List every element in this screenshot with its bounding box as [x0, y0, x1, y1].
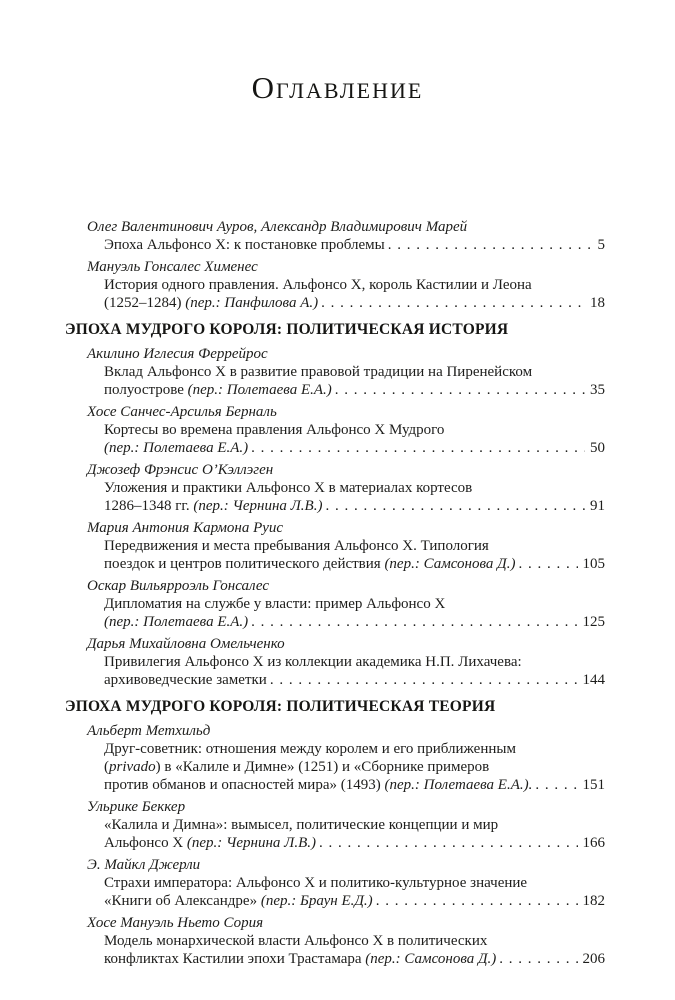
title-segment: Дипломатия на службе у власти: пример Альфонсо X [104, 596, 446, 612]
entry-title-line [65, 671, 605, 689]
entry-title-text [104, 817, 498, 833]
entry-title-line [65, 294, 605, 312]
page-number: 182 [582, 893, 605, 909]
dot-leader [376, 892, 578, 910]
entry-title-line [65, 363, 605, 381]
entry-title-line [65, 613, 605, 631]
entry-title-text [104, 422, 444, 438]
title-segment-italic: (пер.: Самсонова Д.) [365, 951, 497, 967]
toc-entry [65, 798, 605, 852]
entry-title-line [65, 950, 605, 968]
title-segment: Передвижения и места пребывания Альфонсо X. Типология [104, 538, 489, 554]
entry-author: Акилино Иглесия Феррейрос [87, 346, 268, 362]
section-heading: ЭПОХА МУДРОГО КОРОЛЯ: ПОЛИТИЧЕСКАЯ ИСТОРИЯ [65, 321, 509, 338]
entry-title-text [104, 538, 489, 554]
entry-title-text [104, 277, 532, 293]
entry-title-text [104, 381, 332, 399]
title-segment: Эпоха Альфонсо X: к постановке проблемы [104, 237, 385, 253]
entry-title-line [65, 595, 605, 613]
page-number: 5 [597, 237, 605, 253]
toc-entry [65, 914, 605, 968]
entry-title-text [104, 671, 267, 689]
entry-author: Дарья Михайловна Омельченко [87, 636, 285, 652]
entry-author: Мария Антония Кармона Руис [87, 520, 284, 536]
entry-author: Альберт Метхильд [87, 723, 211, 739]
entry-title-line [65, 439, 605, 457]
entry-title-text [104, 555, 515, 573]
title-segment: Привилегия Альфонсо X из коллекции академика Н.П. Лихачева: [104, 654, 522, 670]
entry-title-line [65, 479, 605, 497]
title-segment-italic: (пер.: Панфилова А.) [185, 295, 319, 311]
title-segment: архивоведческие заметки [104, 672, 267, 688]
entry-title-text [104, 439, 248, 457]
toc [65, 218, 605, 968]
title-segment: ) в «Калиле и Димне» (1251) и «Сборнике примеров [155, 759, 490, 775]
title-segment: Альфонсо X [104, 835, 187, 851]
title-segment: конфликтах Кастилии эпохи Трастамара [104, 951, 366, 967]
title-segment: ( [104, 759, 109, 775]
entry-title-line [65, 932, 605, 950]
entry-author: Олег Валентинович Ауров, Александр Владимирович Марей [87, 219, 468, 235]
title-segment-italic: (пер.: Самсонова Д.) [384, 556, 516, 572]
entry-title-text [104, 875, 527, 891]
dot-leader [518, 555, 577, 573]
toc-entry [65, 856, 605, 910]
entry-title-text [104, 596, 445, 612]
toc-entry [65, 461, 605, 515]
page-number: 151 [582, 777, 605, 793]
title-segment: против обманов и опасностей мира» (1493) [104, 777, 385, 793]
title-segment-italic: (пер.: Полетаева Е.А.) [187, 382, 332, 398]
entry-title-line [65, 497, 605, 515]
page-number: 35 [590, 382, 605, 398]
toc-entry [65, 635, 605, 689]
entry-title-text [104, 294, 318, 312]
title-segment-italic: (пер.: Полетаева Е.А.). [384, 777, 533, 793]
page-number: 144 [582, 672, 605, 688]
dot-leader [270, 671, 578, 689]
toc-entry [65, 403, 605, 457]
entry-title-text [104, 892, 373, 910]
entry-title-line [65, 874, 605, 892]
toc-entry [65, 577, 605, 631]
title-segment-italic: (пер.: Полетаева Е.А.) [104, 614, 249, 630]
entry-author: Э. Майкл Джерли [87, 857, 201, 873]
entry-author: Оскар Вильярроэль Гонсалес [87, 578, 270, 594]
title-segment: «Книги об Александре» [104, 893, 261, 909]
entry-title-line [65, 816, 605, 834]
page-number: 125 [582, 614, 605, 630]
page-number: 18 [590, 295, 605, 311]
entry-title-text [104, 497, 322, 515]
entry-title-line [65, 537, 605, 555]
page-title: Оглавление [251, 70, 424, 105]
title-segment: поездок и центров политического действия [104, 556, 385, 572]
entry-title-line [65, 381, 605, 399]
title-segment-italic: (пер.: Чернина Л.В.) [193, 498, 323, 514]
entry-title-line [65, 776, 605, 794]
toc-entry [65, 519, 605, 573]
title-segment: Модель монархической власти Альфонсо X в политических [104, 933, 488, 949]
entry-title-text [104, 364, 532, 380]
title-segment-italic: (пер.: Браун Е.Д.) [260, 893, 373, 909]
entry-title-line [65, 555, 605, 573]
title-segment: полуострове [104, 382, 188, 398]
title-segment-italic: (пер.: Полетаева Е.А.) [104, 440, 249, 456]
entry-title-line [65, 653, 605, 671]
page-number: 166 [582, 835, 605, 851]
page-number: 206 [582, 951, 605, 967]
page-number: 91 [590, 498, 605, 514]
entry-title-line [65, 834, 605, 852]
entry-title-line [65, 236, 605, 254]
entry-title-line [65, 892, 605, 910]
entry-title-text [104, 480, 472, 496]
page-number: 105 [582, 556, 605, 572]
entry-title-text [104, 759, 489, 775]
entry-title-line [65, 421, 605, 439]
title-segment: 1286–1348 гг. [104, 498, 194, 514]
entry-author: Джозеф Фрэнсис О’Кэллэген [87, 462, 274, 478]
dot-leader [319, 834, 578, 852]
toc-entry [65, 345, 605, 399]
entry-title-text [104, 950, 496, 968]
entry-title-text [104, 933, 487, 949]
entry-title-text [104, 613, 248, 631]
entry-title-line [65, 276, 605, 294]
entry-author: Хосе Санчес-Арсилья Берналь [87, 404, 277, 420]
entry-author: Ульрике Беккер [87, 799, 186, 815]
entry-title-text [104, 776, 532, 794]
dot-leader [251, 439, 585, 457]
dot-leader [335, 381, 585, 399]
dot-leader [251, 613, 577, 631]
title-segment: Друг-советник: отношения между королем и его приближенным [104, 741, 516, 757]
title-segment: Страхи императора: Альфонсо X и политико-культурное значение [104, 875, 528, 891]
title-segment: «Калила и Димна»: вымысел, политические концепции и мир [104, 817, 499, 833]
title-segment-italic: (пер.: Чернина Л.В.) [186, 835, 316, 851]
toc-entry [65, 722, 605, 794]
page-number: 50 [590, 440, 605, 456]
entry-title-text [104, 741, 516, 757]
entry-author: Хосе Мануэль Ньето Сория [87, 915, 264, 931]
dot-leader [388, 236, 593, 254]
dot-leader [499, 950, 577, 968]
entry-author: Мануэль Гонсалес Хименес [87, 259, 258, 275]
title-segment: Кортесы во времена правления Альфонсо X Мудрого [104, 422, 445, 438]
toc-entry [65, 258, 605, 312]
entry-title-text [104, 654, 522, 670]
dot-leader [321, 294, 585, 312]
entry-title-text [104, 834, 316, 852]
title-segment: Уложения и практики Альфонсо X в материалах кортесов [104, 480, 473, 496]
title-segment: Вклад Альфонсо X в развитие правовой традиции на Пиренейском [104, 364, 533, 380]
title-segment: (1252–1284) [104, 295, 186, 311]
title-segment-italic: privado [109, 759, 156, 775]
entry-title-text [104, 236, 385, 254]
toc-entry [65, 218, 605, 254]
section-heading: ЭПОХА МУДРОГО КОРОЛЯ: ПОЛИТИЧЕСКАЯ ТЕОРИЯ [65, 698, 496, 715]
title-segment: История одного правления. Альфонсо X, король Кастилии и Леона [104, 277, 532, 293]
dot-leader [535, 776, 577, 794]
entry-title-line [65, 758, 605, 776]
dot-leader [325, 497, 585, 515]
entry-title-line [65, 740, 605, 758]
